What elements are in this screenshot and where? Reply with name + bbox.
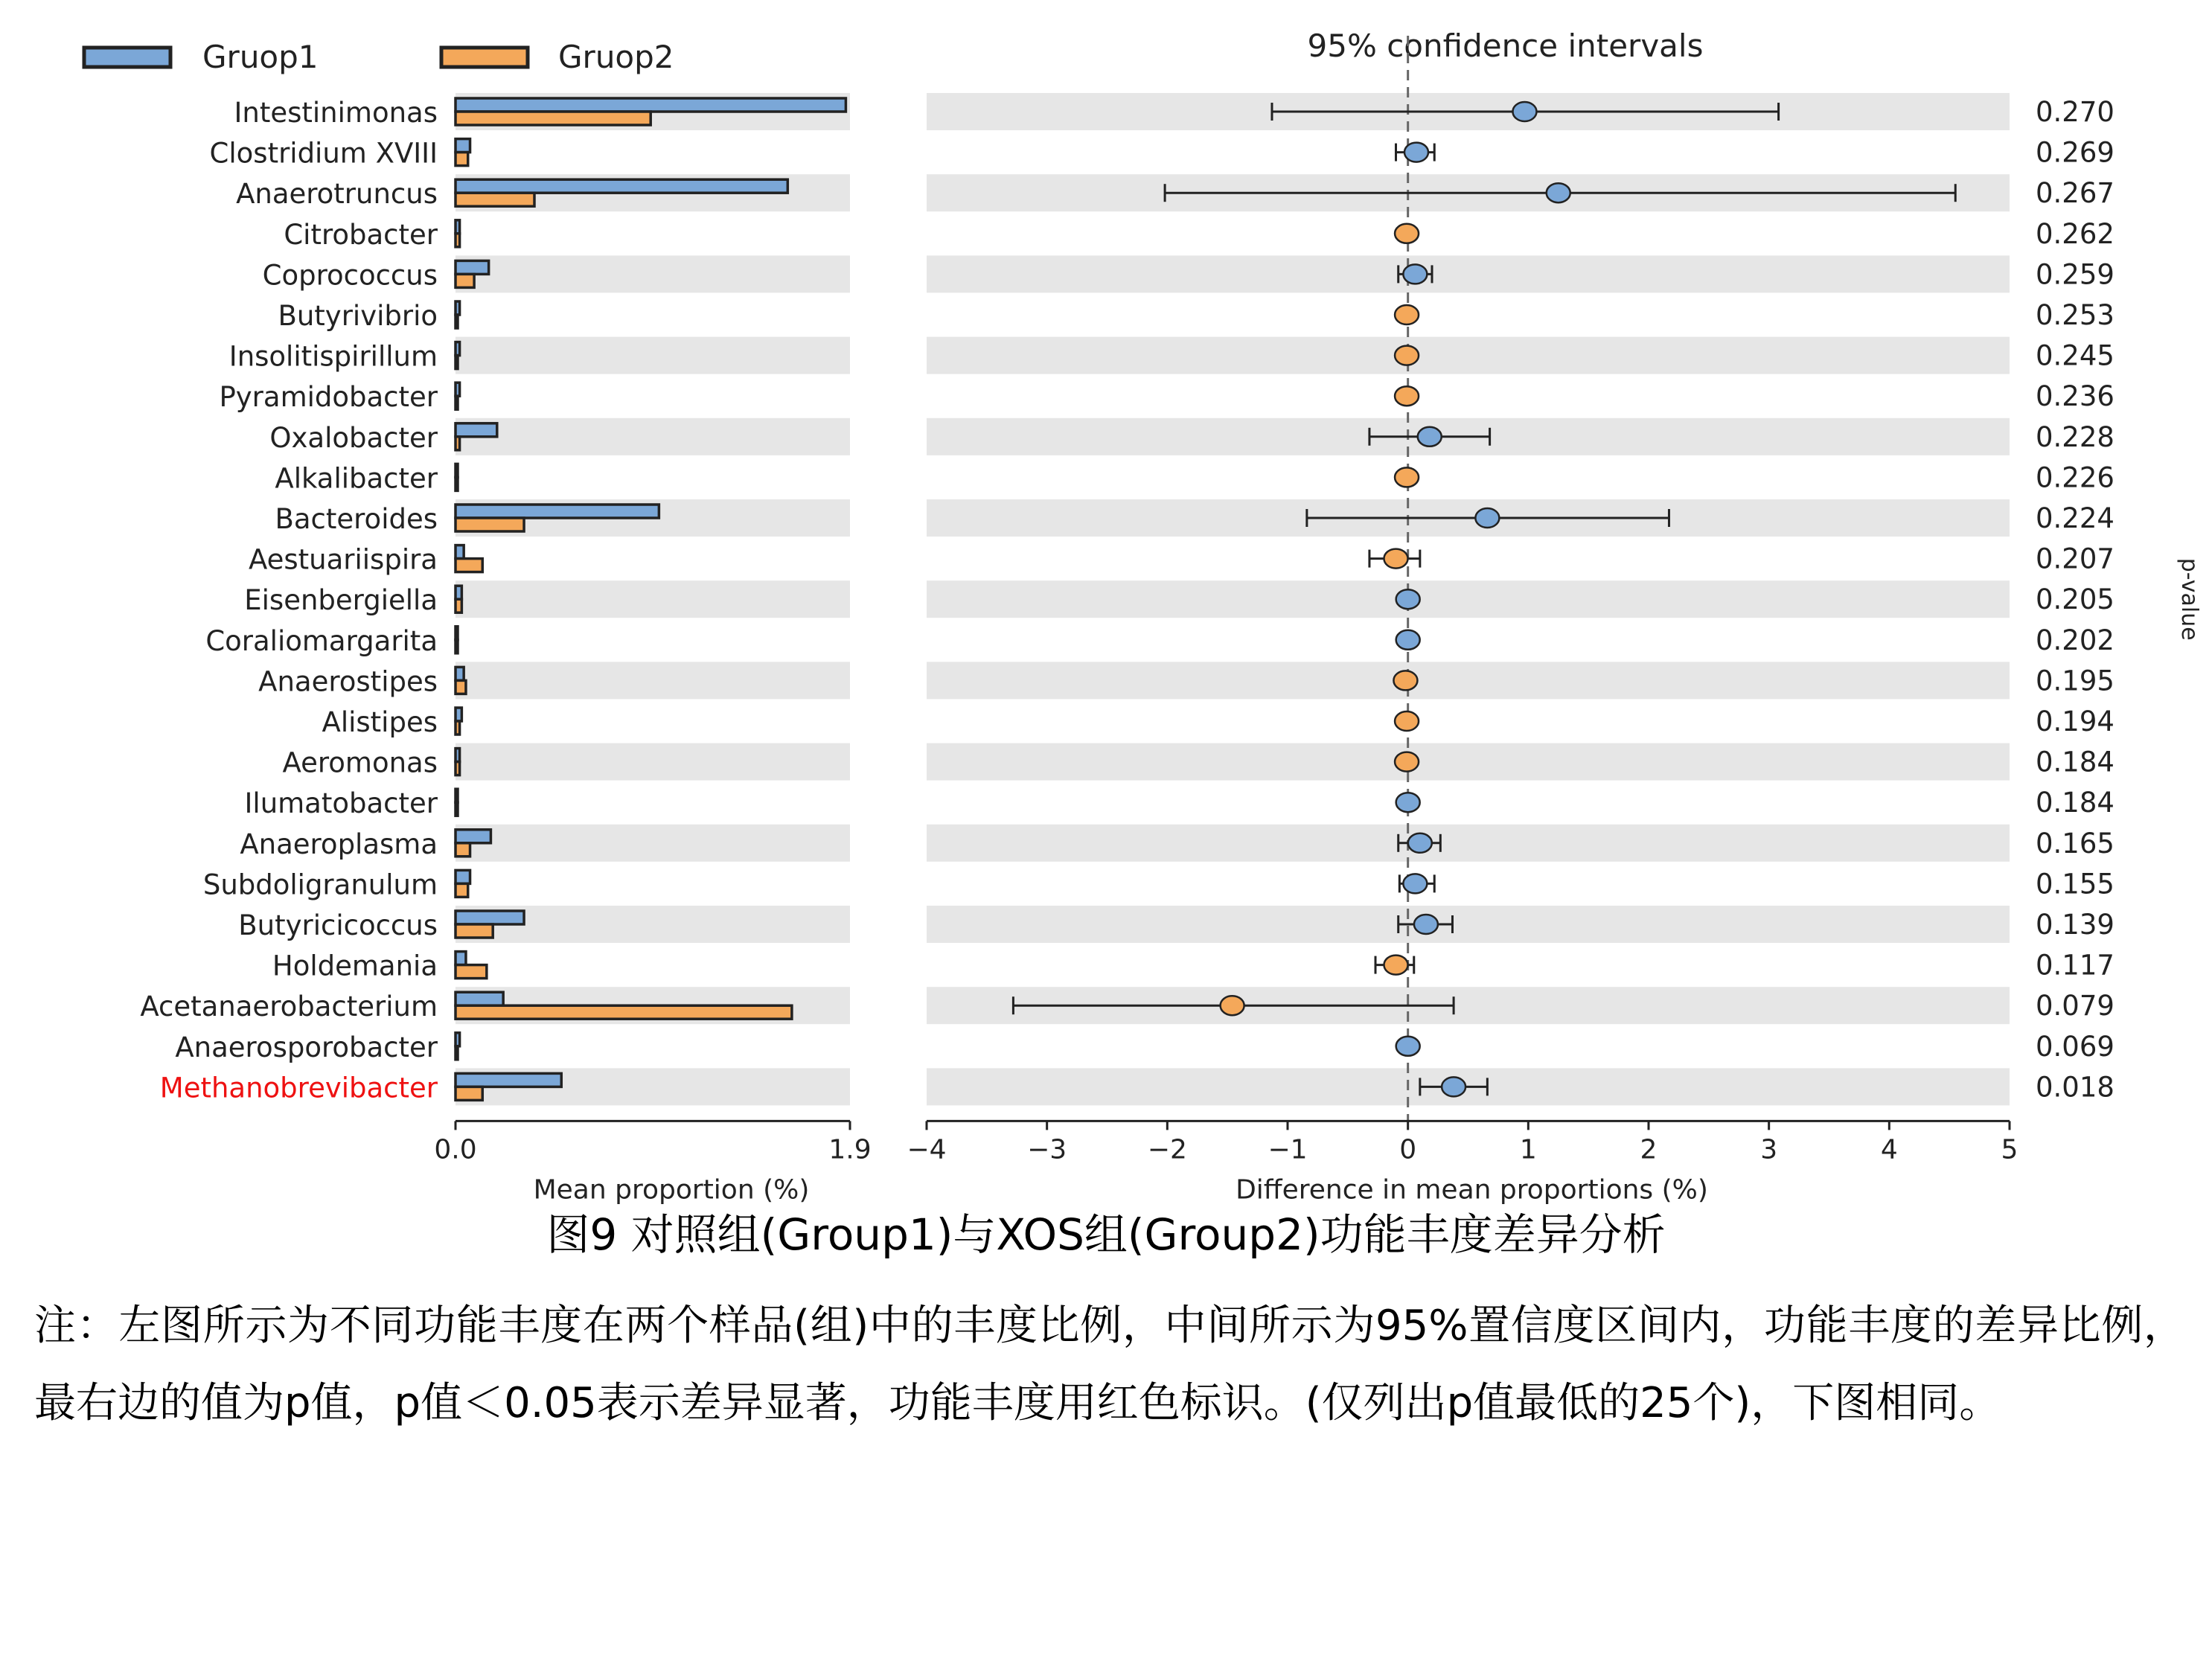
p-value-label: 0.262 — [2036, 217, 2114, 250]
bar-group2 — [455, 1087, 482, 1100]
category-label: Anaerotruncus — [236, 178, 438, 211]
bar-group2 — [455, 437, 460, 450]
category-label: Coraliomargarita — [205, 624, 438, 657]
ci-point — [1395, 711, 1419, 731]
bar-group1 — [455, 1033, 460, 1046]
bar-group1 — [455, 830, 490, 843]
ci-tick-label: 3 — [1760, 1134, 1778, 1165]
bar-group2 — [455, 274, 474, 287]
ci-point — [1404, 143, 1428, 162]
category-label: Insolitispirillum — [228, 340, 438, 373]
ci-point — [1395, 224, 1419, 243]
category-label: Aestuariispira — [248, 543, 438, 576]
p-value-label: 0.228 — [2036, 420, 2114, 453]
category-label: Methanobrevibacter — [159, 1072, 438, 1104]
category-label: Aeromonas — [282, 746, 438, 779]
p-value-label: 0.267 — [2036, 177, 2114, 210]
bar-group1 — [455, 992, 503, 1005]
ci-tick-label: −1 — [1268, 1134, 1308, 1165]
category-label: Acetanaerobacterium — [140, 991, 438, 1023]
ci-point — [1395, 346, 1419, 365]
bar-group2 — [455, 356, 458, 369]
category-label: Anaerosporobacter — [175, 1031, 438, 1063]
category-label: Subdoligranulum — [202, 868, 438, 901]
p-value-label: 0.194 — [2036, 705, 2114, 737]
p-value-label: 0.236 — [2036, 380, 2114, 413]
ci-tick-label: 5 — [2001, 1134, 2018, 1165]
ci-point — [1395, 305, 1419, 324]
bar-group2 — [455, 234, 460, 247]
bar-group2 — [455, 1046, 458, 1060]
bar-group1 — [455, 464, 458, 477]
legend-swatch-group2 — [441, 48, 528, 67]
bar-group1 — [455, 911, 524, 924]
bar-group2 — [455, 680, 466, 694]
ci-point — [1512, 102, 1536, 121]
p-value-label: 0.270 — [2036, 96, 2114, 128]
p-value-axis-label: p-value — [2176, 557, 2202, 641]
bar-group2 — [455, 193, 534, 206]
bar-group2 — [455, 153, 468, 166]
bar-group2 — [455, 599, 461, 612]
p-value-label: 0.117 — [2036, 949, 2114, 982]
category-label: Anaeroplasma — [240, 828, 438, 860]
p-value-label: 0.205 — [2036, 583, 2114, 616]
bar-group1 — [455, 586, 461, 599]
category-label: Alistipes — [322, 706, 438, 738]
p-value-label: 0.079 — [2036, 990, 2114, 1023]
legend-swatch-group1 — [84, 48, 170, 67]
bar-group1 — [455, 789, 458, 802]
category-label: Intestinimonas — [234, 97, 438, 129]
ci-point — [1418, 427, 1442, 447]
ci-point — [1408, 833, 1432, 853]
ci-tick-label: −3 — [1027, 1134, 1067, 1165]
row-band-right — [927, 825, 2010, 862]
row-band-left — [455, 418, 850, 455]
legend-label-group2: Gruop2 — [558, 39, 674, 75]
bar-group2 — [455, 924, 493, 938]
row-band-left — [455, 580, 850, 618]
ci-point — [1547, 183, 1570, 202]
p-value-label: 0.018 — [2036, 1071, 2114, 1104]
bar-group2 — [455, 965, 487, 979]
ci-tick-label: 2 — [1640, 1134, 1658, 1165]
bar-group1 — [455, 342, 460, 356]
bar-group1 — [455, 870, 470, 883]
category-label: Holdemania — [272, 950, 438, 982]
p-value-label: 0.165 — [2036, 827, 2114, 860]
bar-group1 — [455, 383, 460, 396]
row-band-left — [455, 337, 850, 374]
p-value-label: 0.224 — [2036, 502, 2114, 534]
ci-tick-label: 4 — [1880, 1134, 1898, 1165]
ci-tick-label: 1 — [1519, 1134, 1537, 1165]
p-value-label: 0.207 — [2036, 543, 2114, 575]
bar-group1 — [455, 220, 460, 234]
figure-caption: 图9 对照组(Group1)与XOS组(Group2)功能丰度差异分析 — [546, 1209, 1666, 1260]
bar-group1 — [455, 667, 464, 680]
p-value-label: 0.245 — [2036, 339, 2114, 372]
category-label: Clostridium XVIII — [209, 137, 438, 170]
ci-point — [1396, 630, 1420, 650]
figure-note: 注：左图所示为不同功能丰度在两个样品(组)中的丰度比例，中间所示为95%置信度区间内，功能丰度的差异比例，最右边的值为p值，p值＜0.05表示差异显著，功能丰度用红色标识。(仅列出p值最低的25个)，下图相同。 — [34, 1302, 2185, 1427]
category-label: Butyrivibrio — [278, 300, 438, 332]
mean-proportion-tick-label: 1.9 — [828, 1134, 872, 1165]
ci-point — [1414, 915, 1438, 934]
mean-proportion-tick-label: 0.0 — [434, 1134, 477, 1165]
row-band-right — [927, 743, 2010, 781]
bar-group2 — [455, 721, 460, 735]
bar-group2 — [455, 843, 470, 857]
bar-group2 — [455, 883, 468, 897]
bar-group1 — [455, 749, 460, 762]
ci-tick-label: −2 — [1147, 1134, 1187, 1165]
ci-axis-label: Difference in mean proportions (%) — [1236, 1174, 1708, 1206]
ci-point — [1396, 1037, 1420, 1056]
row-band-left — [455, 662, 850, 699]
category-label: Oxalobacter — [269, 421, 438, 454]
ci-title: 95% confidence intervals — [1307, 28, 1704, 64]
legend-label-group1: Gruop1 — [202, 39, 319, 75]
category-label: Bacteroides — [275, 503, 438, 535]
bar-group2 — [455, 762, 460, 775]
bar-group1 — [455, 627, 458, 640]
row-band-left — [455, 825, 850, 862]
p-value-label: 0.069 — [2036, 1030, 2114, 1063]
ci-point — [1384, 549, 1408, 569]
ci-point — [1403, 874, 1427, 893]
category-label: Ilumatobacter — [244, 787, 438, 820]
row-band-right — [927, 255, 2010, 292]
p-value-label: 0.226 — [2036, 461, 2114, 494]
p-value-label: 0.259 — [2036, 258, 2114, 291]
category-label: Eisenbergiella — [244, 584, 438, 617]
category-label: Butyricicoccus — [238, 909, 438, 941]
category-label: Anaerostipes — [258, 665, 438, 698]
ci-point — [1395, 386, 1419, 406]
bar-group1 — [455, 505, 659, 518]
ci-point — [1395, 467, 1419, 487]
row-band-right — [927, 580, 2010, 618]
bar-group2 — [455, 112, 651, 125]
row-band-right — [927, 662, 2010, 699]
bar-group2 — [455, 802, 458, 816]
bar-group1 — [455, 545, 464, 559]
p-value-label: 0.195 — [2036, 665, 2114, 697]
p-value-label: 0.184 — [2036, 787, 2114, 819]
p-value-label: 0.269 — [2036, 136, 2114, 169]
bar-group1 — [455, 139, 470, 153]
bar-group2 — [455, 559, 482, 572]
row-band-right — [927, 337, 2010, 374]
ci-tick-label: −4 — [907, 1134, 947, 1165]
row-band-right — [927, 906, 2010, 943]
p-value-label: 0.202 — [2036, 624, 2114, 656]
bar-group2 — [455, 640, 458, 653]
bar-group1 — [455, 260, 489, 274]
p-value-label: 0.184 — [2036, 746, 2114, 778]
ci-point — [1396, 589, 1420, 609]
bar-group1 — [455, 423, 497, 437]
category-label: Pyramidobacter — [219, 381, 438, 414]
ci-point — [1403, 264, 1427, 284]
p-value-label: 0.139 — [2036, 909, 2114, 941]
ci-point — [1475, 508, 1499, 528]
ci-tick-label: 0 — [1399, 1134, 1417, 1165]
bar-group1 — [455, 708, 461, 721]
p-value-label: 0.155 — [2036, 868, 2114, 900]
ci-point — [1393, 671, 1417, 690]
ci-point — [1395, 752, 1419, 772]
ci-point — [1384, 956, 1408, 975]
bar-group2 — [455, 518, 524, 531]
category-label: Alkalibacter — [275, 462, 438, 495]
bar-group1 — [455, 952, 466, 965]
bar-group1 — [455, 179, 787, 193]
ci-point — [1442, 1077, 1465, 1096]
bar-group2 — [455, 1005, 792, 1019]
ci-point — [1221, 996, 1244, 1015]
row-band-left — [455, 255, 850, 292]
category-label: Citrobacter — [284, 218, 438, 251]
bar-group1 — [455, 301, 460, 315]
p-value-label: 0.253 — [2036, 299, 2114, 331]
mean-proportion-axis-label: Mean proportion (%) — [533, 1174, 810, 1206]
bar-group2 — [455, 477, 458, 490]
category-label: Coprococcus — [262, 259, 438, 292]
row-band-left — [455, 743, 850, 781]
ci-point — [1396, 793, 1420, 812]
bar-group1 — [455, 98, 846, 112]
bar-group2 — [455, 315, 458, 328]
bar-group2 — [455, 396, 458, 409]
bar-group1 — [455, 1073, 561, 1087]
